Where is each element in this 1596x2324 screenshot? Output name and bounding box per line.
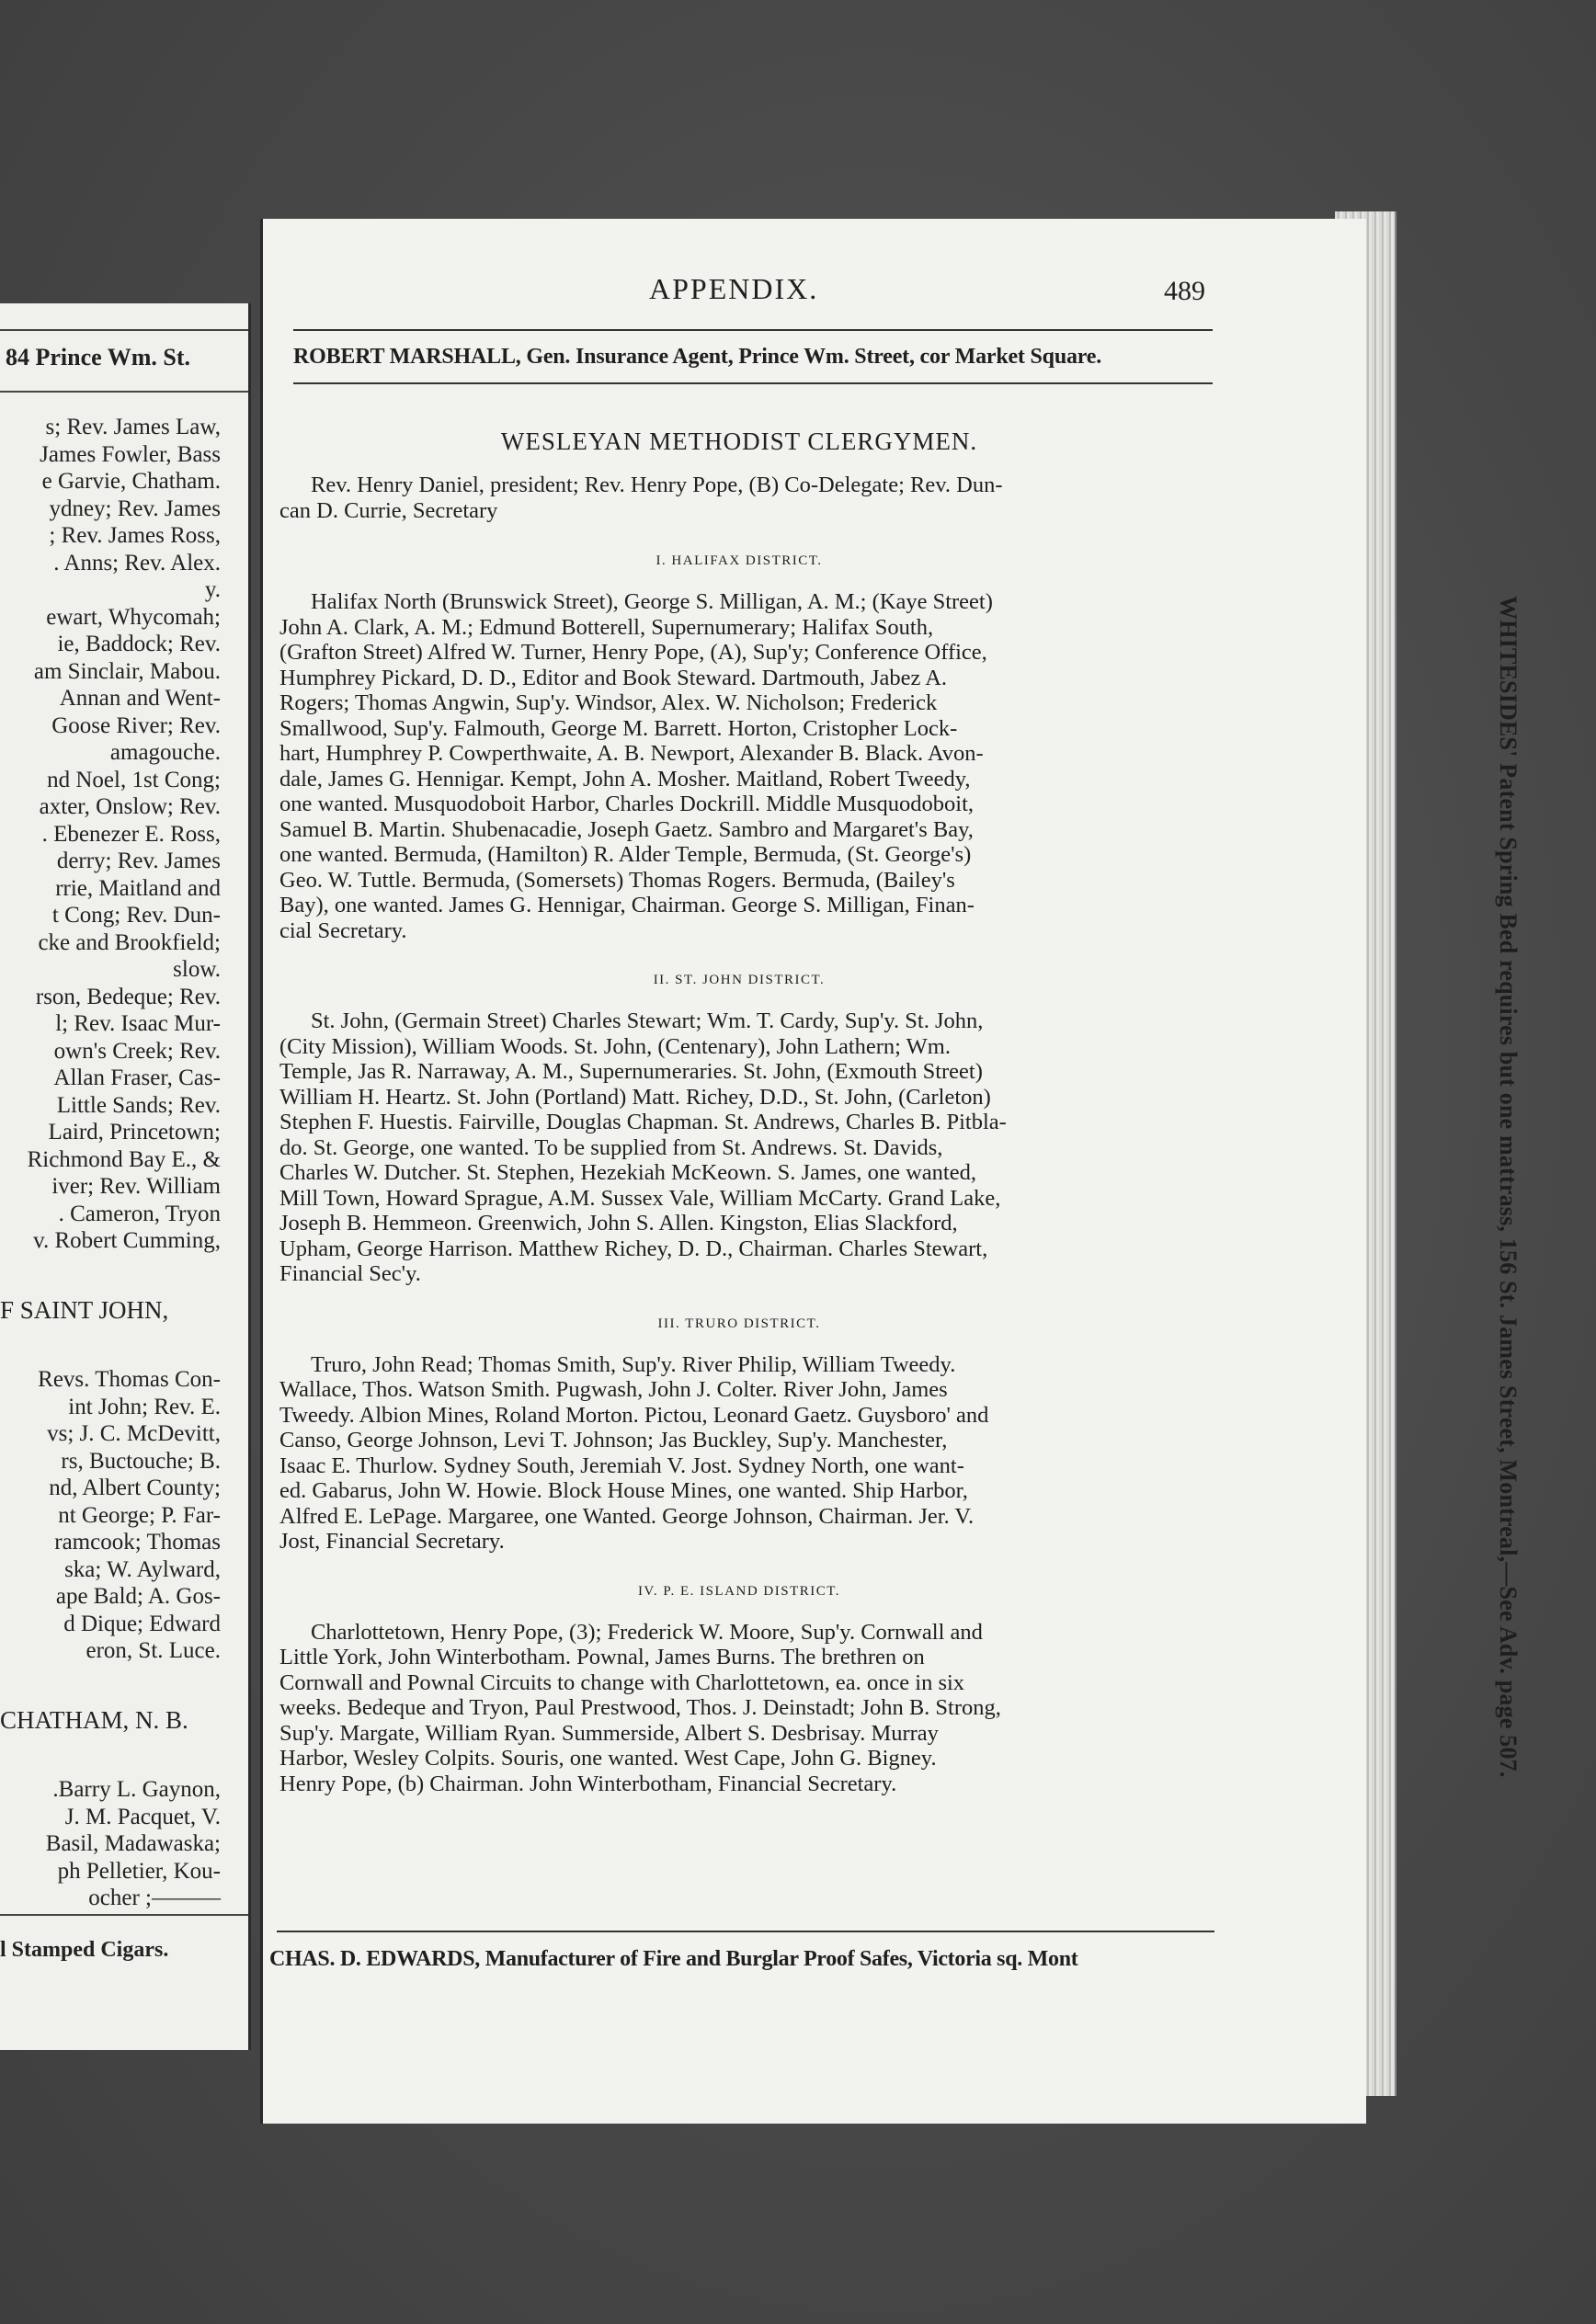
- text-line: Upham, George Harrison. Matthew Richey, D. D., Chairman. Charles Stewart,: [279, 1236, 988, 1261]
- running-header: [263, 272, 1219, 309]
- text-line: s; Rev. James Law,: [45, 415, 221, 439]
- text-line: eron, St. Luce.: [86, 1638, 221, 1663]
- section-heading: F SAINT JOHN,: [0, 1295, 169, 1324]
- rule: [0, 1914, 248, 1916]
- text-line: Charles W. Dutcher. St. Stephen, Hezekiah McKeown. S. James, one wanted,: [279, 1160, 976, 1185]
- text-line: Basil, Madawaska;: [45, 1831, 221, 1856]
- text-line: Annan and Went-: [59, 686, 221, 711]
- text-line: Canso, George Johnson, Levi T. Johnson; Jas Buckley, Sup'y. Manchester,: [279, 1428, 948, 1452]
- text-line: vs; J. C. McDevitt,: [47, 1421, 221, 1446]
- text-line: Little York, John Winterbotham. Pownal, James Burns. The brethren on: [279, 1645, 925, 1669]
- text-line: am Sinclair, Mabou.: [33, 658, 221, 684]
- text-line: ewart, Whycomah;: [46, 604, 221, 630]
- text-line: Bay), one wanted. James G. Hennigar, Chairman. George S. Milligan, Finan-: [279, 893, 975, 917]
- text-line: ph Pelletier, Kou-: [57, 1858, 221, 1884]
- text-line: derry; Rev. James: [56, 849, 221, 873]
- text-line: cial Secretary.: [279, 917, 407, 943]
- text-line: Harbor, Wesley Colpits. Souris, one wanted. West Cape, John G. Bigney.: [279, 1746, 937, 1771]
- text-line: ramcook; Thomas: [54, 1530, 221, 1555]
- districts: [279, 553, 1199, 1796]
- page-number: 489: [1164, 276, 1205, 306]
- text-line: nd, Albert County;: [49, 1475, 221, 1500]
- text-line: Little Sands; Rev.: [56, 1092, 221, 1118]
- text-line: rson, Bedeque; Rev.: [35, 984, 221, 1009]
- text-line: Joseph B. Hemmeon. Greenwich, John S. Allen. Kingston, Elias Slackford,: [279, 1211, 958, 1236]
- text-line: William H. Heartz. St. John (Portland) Matt. Richey, D.D., St. John, (Carleton): [279, 1084, 991, 1110]
- side-advertisement-text: WHITESIDES' Patent Spring Bed requires but one mattrass, 156 St. James Street, Montreal,—See Adv. page 507.: [1495, 596, 1522, 1778]
- previous-page: [0, 303, 251, 2050]
- top-advertisement: ROBERT MARSHALL, Gen. Insurance Agent, Prince Wm. Street, cor Market Square.: [293, 345, 1102, 369]
- district-paragraph: [279, 589, 1199, 943]
- main-text: [279, 423, 1199, 1796]
- text-line: Financial Sec'y.: [279, 1261, 421, 1286]
- rule: [293, 382, 1213, 384]
- text-line: Smallwood, Sup'y. Falmouth, George M. Barrett. Horton, Cristopher Lock-: [279, 715, 958, 741]
- text-line: ska; W. Aylward,: [64, 1556, 221, 1582]
- text-line: Temple, Jas R. Narraway, A. M., Supernumeraries. St. John, (Exmouth Street): [279, 1059, 983, 1084]
- text-line: Jost, Financial Secretary.: [279, 1529, 505, 1554]
- text-line: . Ebenezer E. Ross,: [41, 821, 221, 847]
- district-heading: I. HALIFAX DISTRICT.: [656, 553, 823, 568]
- text-line: int John; Rev. E.: [68, 1394, 221, 1419]
- text-line: Humphrey Pickard, D. D., Editor and Book Steward. Dartmouth, Jabez A.: [279, 665, 948, 690]
- text-line: e Garvie, Chatham.: [41, 469, 221, 494]
- intro-paragraph: [279, 473, 1199, 524]
- spacer: [0, 1255, 221, 1297]
- text-line: .Barry L. Gaynon,: [52, 1777, 221, 1802]
- text-line: axter, Onslow; Rev.: [39, 794, 221, 819]
- text-line: Halifax North (Brunswick Street), George S. Milligan, A. M.; (Kaye Street): [311, 589, 993, 614]
- district-heading: II. ST. JOHN DISTRICT.: [653, 973, 826, 987]
- side-advertisement: [1495, 596, 1522, 2214]
- rule: [293, 329, 1213, 331]
- text-line: Truro, John Read; Thomas Smith, Sup'y. River Philip, William Tweedy.: [311, 1351, 956, 1377]
- text-line: Rev. Henry Daniel, president; Rev. Henry Pope, (B) Co-Delegate; Rev. Dun-: [311, 473, 1003, 497]
- text-line: Sup'y. Margate, William Ryan. Summerside, Albert S. Desbrisay. Murray: [279, 1720, 939, 1746]
- text-line: weeks. Bedeque and Tryon, Paul Prestwood, Thos. J. Deinstadt; John B. Strong,: [279, 1695, 1001, 1720]
- text-line: Richmond Bay E., &: [27, 1146, 221, 1172]
- text-line: Alfred E. LePage. Margaree, one Wanted. George Johnson, Chairman. Jer. V.: [279, 1503, 975, 1529]
- text-line: ie, Baddock; Rev.: [57, 632, 221, 656]
- text-line: dale, James G. Hennigar. Kempt, John A. Mosher. Maitland, Robert Tweedy,: [279, 766, 971, 792]
- left-page-footer: l Stamped Cigars.: [0, 1938, 169, 1962]
- text-line: John A. Clark, A. M.; Edmund Botterell, Supernumerary; Halifax South,: [279, 614, 934, 640]
- text-line: nt George; P. Far-: [58, 1502, 221, 1528]
- text-line: v. Robert Cumming,: [33, 1228, 221, 1253]
- text-line: Tweedy. Albion Mines, Roland Morton. Pictou, Leonard Gaetz. Guysboro' and: [279, 1402, 989, 1428]
- text-line: Charlottetown, Henry Pope, (3); Frederick W. Moore, Sup'y. Cornwall and: [311, 1619, 983, 1645]
- text-line: Wallace, Thos. Watson Smith. Pugwash, John J. Colter. River John, James: [279, 1377, 948, 1402]
- text-line: iver; Rev. William: [51, 1174, 221, 1199]
- district-paragraph: [279, 1008, 1199, 1287]
- text-line: Cornwall and Pownal Circuits to change with Charlottetown, ea. once in six: [279, 1669, 965, 1695]
- rule: [277, 1931, 1214, 1932]
- page-489: [260, 219, 1522, 2124]
- text-line: nd Noel, 1st Cong;: [47, 767, 221, 792]
- rule: [0, 329, 248, 331]
- text-line: Allan Fraser, Cas-: [53, 1065, 221, 1090]
- district-paragraph: [279, 1620, 1199, 1797]
- text-line: Goose River; Rev.: [51, 712, 221, 738]
- text-line: Laird, Princetown;: [48, 1120, 221, 1145]
- text-line: Geo. W. Tuttle. Bermuda, (Somersets) Thomas Rogers. Bermuda, (Bailey's: [279, 867, 955, 893]
- text-line: ape Bald; A. Gos-: [55, 1584, 221, 1609]
- text-line: own's Creek; Rev.: [53, 1038, 221, 1064]
- text-line: can D. Currie, Secretary: [279, 498, 498, 523]
- text-line: Revs. Thomas Con-: [38, 1367, 221, 1392]
- text-line: Rogers; Thomas Angwin, Sup'y. Windsor, Alex. W. Nicholson; Frederick: [279, 690, 938, 715]
- text-line: slow.: [173, 957, 221, 982]
- text-line: ocher ;———: [88, 1885, 221, 1910]
- text-line: James Fowler, Bass: [40, 441, 221, 467]
- district-paragraph: [279, 1352, 1199, 1555]
- text-line: ; Rev. James Ross,: [49, 523, 221, 548]
- spacer: [0, 1324, 221, 1366]
- rule: [0, 391, 248, 393]
- text-line: Isaac E. Thurlow. Sydney South, Jeremiah V. Jost. Sydney North, one want-: [279, 1452, 964, 1478]
- text-line: Stephen F. Huestis. Fairville, Douglas Chapman. St. Andrews, Charles B. Pitbla-: [279, 1110, 1007, 1134]
- text-line: (Grafton Street) Alfred W. Turner, Henry Pope, (A), Sup'y; Conference Office,: [279, 640, 987, 665]
- text-line: hart, Humphrey P. Cowperthwaite, A. B. Newport, Alexander B. Black. Avon-: [279, 741, 984, 766]
- text-line: y.: [204, 577, 221, 602]
- text-line: rs, Buctouche; B.: [61, 1448, 221, 1474]
- text-line: d Dique; Edward: [63, 1611, 221, 1636]
- text-line: Mill Town, Howard Sprague, A.M. Sussex Vale, William McCarty. Grand Lake,: [279, 1185, 1001, 1211]
- text-line: do. St. George, one wanted. To be supplied from St. Andrews. St. Davids,: [279, 1134, 943, 1160]
- text-line: amagouche.: [109, 740, 221, 765]
- text-line: Henry Pope, (b) Chairman. John Winterbotham, Financial Secretary.: [279, 1771, 897, 1796]
- text-line: one wanted. Musquodoboit Harbor, Charles Dockrill. Middle Musquodoboit,: [279, 792, 975, 816]
- district-heading: IV. P. E. ISLAND DISTRICT.: [637, 1583, 841, 1599]
- text-line: St. John, (Germain Street) Charles Stewart; Wm. T. Cardy, Sup'y. St. John,: [311, 1008, 984, 1033]
- bottom-advertisement: CHAS. D. EDWARDS, Manufacturer of Fire and Burglar Proof Safes, Victoria sq. Mont: [269, 1947, 1078, 1971]
- left-page-text: [0, 414, 221, 1912]
- header-title: APPENDIX.: [649, 272, 819, 305]
- district-heading: III. TRURO DISTRICT.: [657, 1316, 821, 1331]
- text-line: ydney; Rev. James: [49, 496, 221, 521]
- left-page-header: 84 Prince Wm. St.: [6, 344, 190, 370]
- text-line: . Cameron, Tryon: [58, 1201, 221, 1226]
- text-line: . Anns; Rev. Alex.: [53, 550, 221, 575]
- text-line: t Cong; Rev. Dun-: [51, 903, 221, 928]
- text-line: ed. Gabarus, John W. Howie. Block House Mines, one wanted. Ship Harbor,: [279, 1478, 968, 1503]
- text-line: cke and Brookfield;: [38, 929, 221, 955]
- text-line: l; Rev. Isaac Mur-: [55, 1011, 221, 1036]
- section-title: WESLEYAN METHODIST CLERGYMEN.: [500, 427, 978, 455]
- text-line: Samuel B. Martin. Shubenacadie, Joseph Gaetz. Sambro and Margaret's Bay,: [279, 816, 974, 842]
- text-line: (City Mission), William Woods. St. John, (Centenary), John Lathern; Wm.: [279, 1033, 951, 1059]
- section-heading: CHATHAM, N. B.: [0, 1705, 188, 1734]
- text-line: rrie, Maitland and: [55, 875, 221, 901]
- text-line: one wanted. Bermuda, (Hamilton) R. Alder Temple, Bermuda, (St. George's): [279, 842, 972, 867]
- spacer: [0, 1734, 221, 1776]
- text-line: J. M. Pacquet, V.: [64, 1804, 221, 1829]
- spacer: [0, 1665, 221, 1707]
